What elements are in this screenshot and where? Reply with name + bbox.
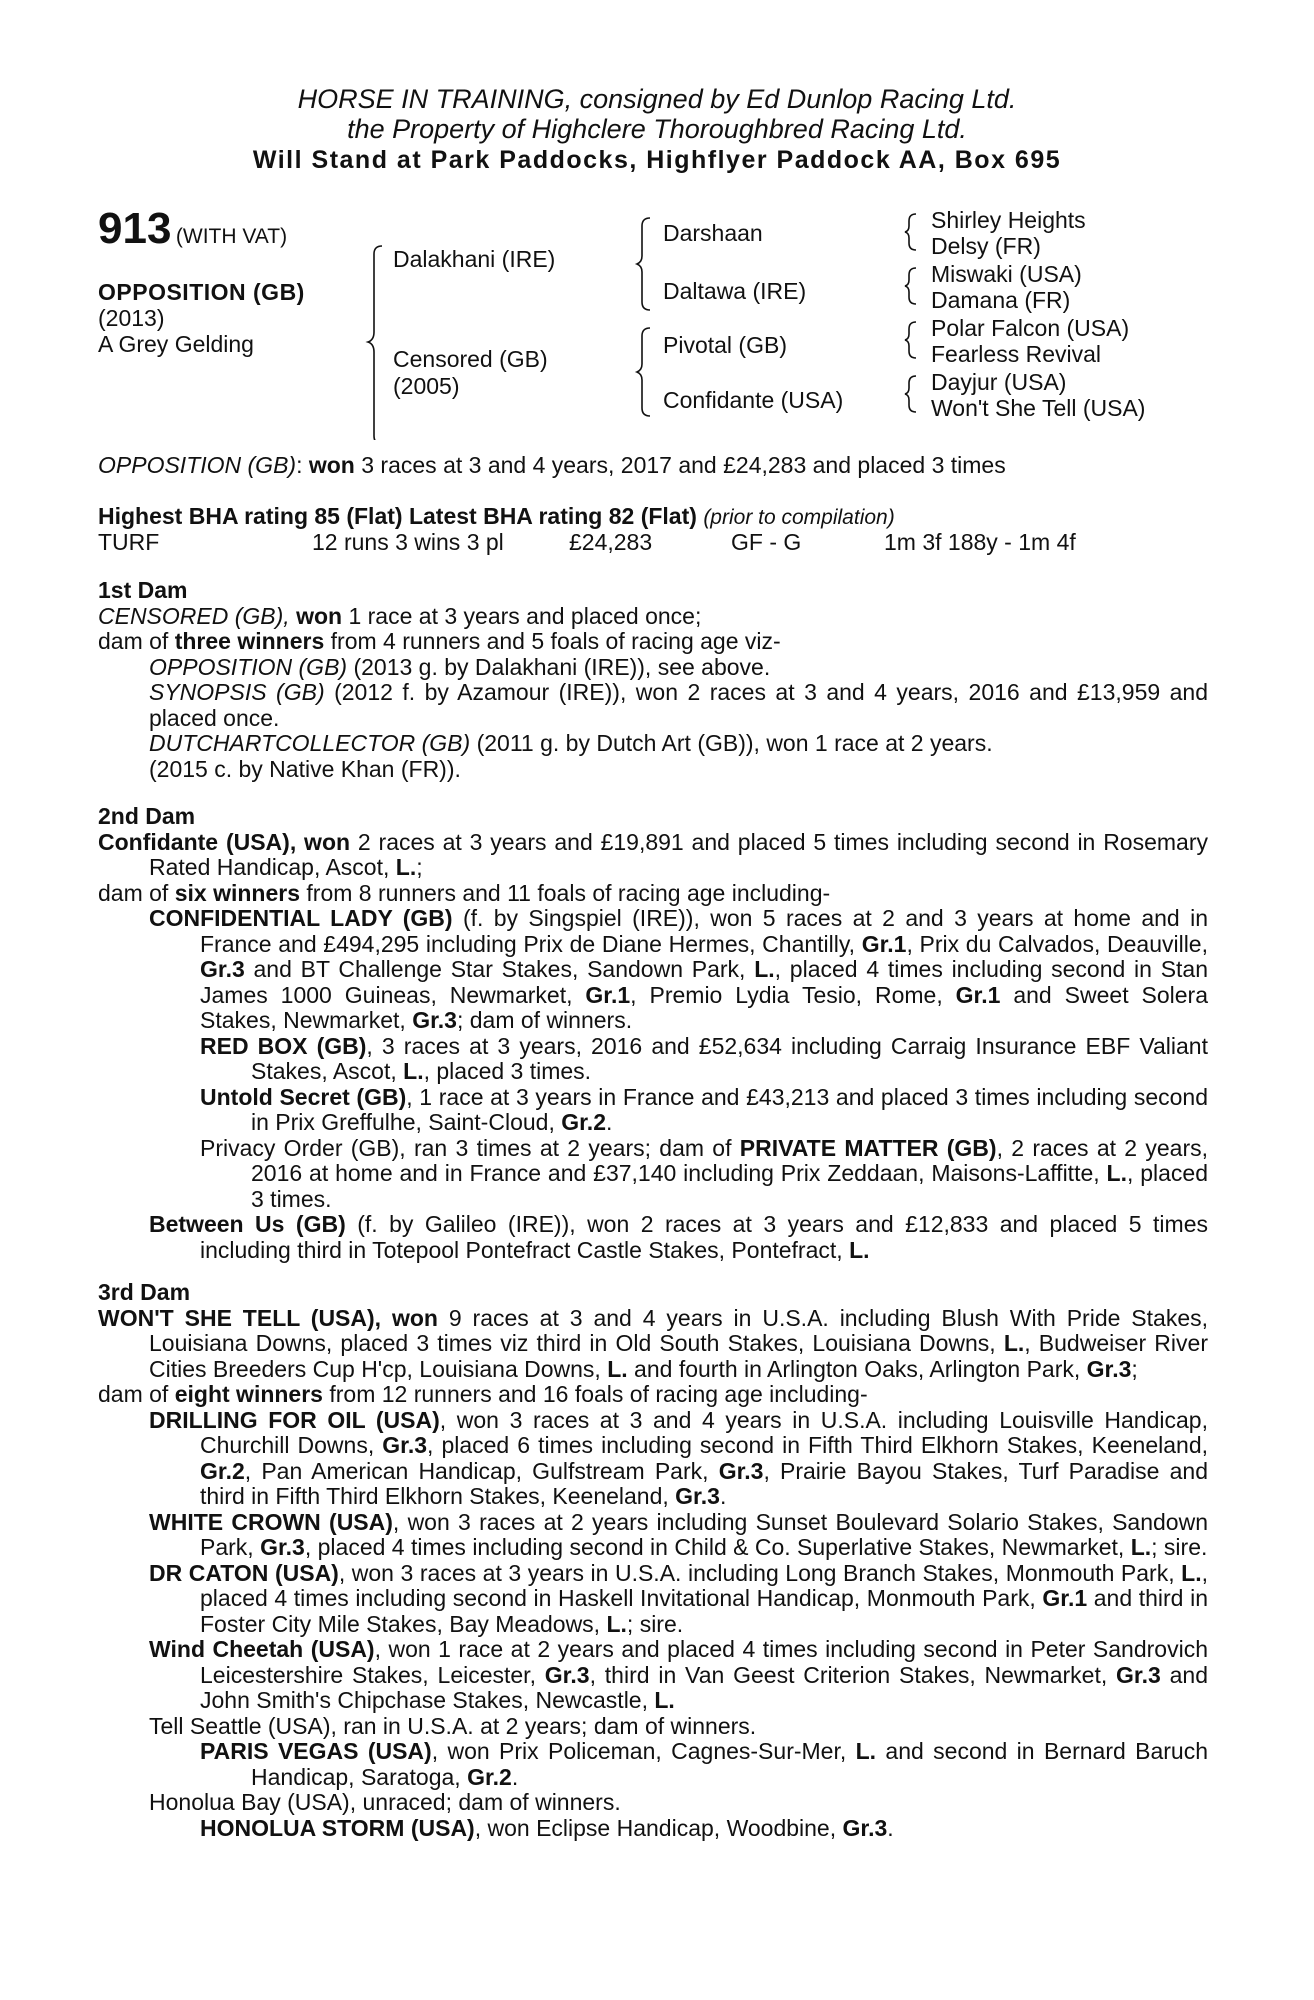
second-dam-section: 2nd Dam Confidante (USA), won 2 races at 3 years and £19,891 and placed 5 times including second in Rosemary Rated Handicap, Ascot, L.; dam of six winners from 8 runners and 11 foals of racing age including- CONFIDENTIAL LADY (GB) (f. by Singspiel (IRE)), won 5 races at 2 and 3 years at home and in France and £494,295 including Prix de Diane Hermes, Chantilly, Gr.1, Prix du Calvados, Deauville, Gr.3 and BT Challenge Star Stakes, Sandown Park, L., placed 4 times including second in Stan James 1000 Guineas, Newmarket, Gr.1, Premio Lydia Tesio, Rome, Gr.1 and Sweet Solera Stakes, Newmarket, Gr.3; dam of winners. RED BOX (GB), 3 races at 3 years, 2016 and £52,634 including Carraig Insurance EBF Valiant Stakes, Ascot, L., placed 3 times. Untold Secret (GB), 1 race at 3 years in France and £43,213 and placed 3 times including second in Prix Greffulhe, Saint-Cloud, Gr.2. Privacy Order (GB), ran 3 times at 2 years; dam of PRIVATE MATTER (GB), 2 races at 2 years, 2016 at home and in France and £37,140 including Prix Zeddaan, Maisons-Laffitte, L., placed 3 times. Between Us (GB) (f. by Galileo (IRE)), won 2 races at 3 years and £12,833 and placed 5 times including third in Totepool Pontefract Castle Stakes, Pontefract, L. — [98, 803, 1209, 1263]
header-line-property: the Property of Highclere Thoroughbred Racing Ltd. — [347, 114, 967, 144]
third-dam-section: 3rd Dam WON'T SHE TELL (USA), won 9 races at 3 and 4 years in U.S.A. including Blush With Pride Stakes, Louisiana Downs, placed 3 times viz third in Old South Stakes, Louisiana Downs, L., Budweiser River Cities Breeders Cup H'cp, Louisiana Downs, L. and fourth in Arlington Oaks, Arlington Park, Gr.3; dam of eight winners from 12 runners and 16 foals of racing age including- DRILLING FOR OIL (USA), won 3 races at 3 and 4 years in U.S.A. including Louisville Handicap, Churchill Downs, Gr.3, placed 6 times including second in Fifth Third Elkhorn Stakes, Keeneland, Gr.2, Pan American Handicap, Gulfstream Park, Gr.3, Prairie Bayou Stakes, Turf Paradise and third in Fifth Third Elkhorn Stakes, Keeneland, Gr.3. WHITE CROWN (USA), won 3 races at 2 years including Sunset Boulevard Solario Stakes, Sandown Park, Gr.3, placed 4 times including second in Child & Co. Superlative Stakes, Newmarket, L.; sire. DR CATON (USA), won 3 races at 3 years in U.S.A. including Long Branch Stakes, Monmouth Park, L., placed 4 times including second in Haskell Invitational Handicap, Monmouth Park, Gr.1 and third in Foster City Mile Stakes, Bay Meadows, L.; sire. Wind Cheetah (USA), won 1 race at 2 years and placed 4 times including second in Peter Sandrovich Leicestershire Stakes, Leicester, Gr.3, third in Van Geest Criterion Stakes, Newmarket, Gr.3 and John Smith's Chipchase Stakes, Newcastle, L. Tell Seattle (USA), ran in U.S.A. at 2 years; dam of winners. PARIS VEGAS (USA), won Prix Policeman, Cagnes-Sur-Mer, L. and second in Bernard Baruch Handicap, Saratoga, Gr.2. Honolua Bay (USA), unraced; dam of winners. HONOLUA STORM (USA), won Eclipse Handicap, Woodbine, Gr.3. — [98, 1279, 1209, 1841]
third-dam-heading: 3rd Dam — [98, 1279, 191, 1305]
turf-going: GF - G — [731, 529, 802, 555]
produce-wind-cheetah: Wind Cheetah (USA), won 1 race at 2 years and placed 4 times including second in Peter Sandrovich Leicestershire Stakes, Leicester, Gr.3, third in Van Geest Criterion Stakes, Newmarket, Gr.3 and John Smith's Chipchase Stakes, Newcastle, L. — [149, 1636, 1209, 1713]
produce-red-box: RED BOX (GB), 3 races at 3 years, 2016 and £52,634 including Carraig Insurance EBF Valiant Stakes, Ascot, L., placed 3 times. — [200, 1032, 1208, 1084]
race-summary: OPPOSITION (GB): won 3 races at 3 and 4 years, 2017 and £24,283 and placed 3 times — [98, 452, 1006, 478]
horse-description: A Grey Gelding — [98, 331, 254, 357]
pedigree-g8: Won't She Tell (USA) — [931, 395, 1146, 421]
vat-note: (WITH VAT) — [175, 225, 288, 248]
dam-brace — [637, 328, 650, 416]
ratings-note: (prior to compilation) — [703, 506, 895, 529]
produce-paris-vegas: PARIS VEGAS (USA), won Prix Policeman, Cagnes-Sur-Mer, L. and second in Bernard Baruch Handicap, Saratoga, Gr.2. — [200, 1738, 1208, 1790]
turf-runs: 12 runs 3 wins 3 pl — [312, 529, 504, 555]
produce-privacy-order: Privacy Order (GB), ran 3 times at 2 years; dam of PRIVATE MATTER (GB), 2 races at 2 years, 2016 at home and in France and £37,140 including Prix Zeddaan, Maisons-Laffitte, L., placed 3 times. — [200, 1134, 1209, 1212]
pedigree-brackets — [0, 0, 1314, 440]
sire-brace — [637, 218, 650, 310]
pedigree-dam-year: (2005) — [393, 373, 460, 399]
produce-tell-seattle: Tell Seattle (USA), ran in U.S.A. at 2 years; dam of winners. — [149, 1712, 757, 1739]
lot-number: 913 — [98, 204, 172, 253]
turf-prize: £24,283 — [569, 529, 653, 555]
pedigree-sire-sire: Darshaan — [663, 220, 763, 246]
turf-distance: 1m 3f 188y - 1m 4f — [884, 529, 1076, 555]
produce-drilling-for-oil: DRILLING FOR OIL (USA), won 3 races at 3 and 4 years in U.S.A. including Louisville Handicap, Churchill Downs, Gr.3, placed 6 times including second in Fifth Third Elkhorn Stakes, Keeneland, Gr.2, Pan American Handicap, Gulfstream Park, Gr.3, Prairie Bayou Stakes, Turf Paradise and third in Fifth Third Elkhorn Stakes, Keeneland, Gr.3. — [149, 1406, 1208, 1509]
pedigree-g7: Dayjur (USA) — [931, 369, 1067, 395]
header-line-consignor: HORSE IN TRAINING, consigned by Ed Dunlop Racing Ltd. — [297, 84, 1017, 114]
summary-horse: OPPOSITION (GB) — [98, 452, 297, 478]
first-dam-name: CENSORED (GB), — [98, 602, 290, 629]
pedigree-g3: Miswaki (USA) — [931, 261, 1082, 287]
main-brace — [368, 246, 382, 440]
pedigree-sire: Dalakhani (IRE) — [393, 246, 556, 272]
produce-untold-secret: Untold Secret (GB), 1 race at 3 years in France and £43,213 and placed 3 times including second in Prix Greffulhe, Saint-Cloud, Gr.2. — [200, 1083, 1209, 1135]
produce-synopsis: SYNOPSIS (GB) (2012 f. by Azamour (IRE)), won 2 races at 3 and 4 years, 2016 and £13,959 and placed once. — [149, 679, 1208, 731]
produce-confidential-lady: CONFIDENTIAL LADY (GB) (f. by Singspiel (IRE)), won 5 races at 2 and 3 years at home and in France and £494,295 including Prix de Diane Hermes, Chantilly, Gr.1, Prix du Calvados, Deauville, Gr.3 and BT Challenge Star Stakes, Sandown Park, L., placed 4 times including second in Stan James 1000 Guineas, Newmarket, Gr.1, Premio Lydia Tesio, Rome, Gr.1 and Sweet Solera Stakes, Newmarket, Gr.3; dam of winners. — [149, 905, 1209, 1033]
pedigree-g1: Shirley Heights — [931, 207, 1086, 233]
pedigree-dam: Censored (GB) — [393, 346, 548, 372]
pedigree-sire-dam: Daltawa (IRE) — [663, 278, 807, 304]
first-dam-heading: 1st Dam — [98, 577, 188, 603]
produce-2015-colt: (2015 c. by Native Khan (FR)). — [149, 755, 461, 782]
produce-opposition: OPPOSITION (GB) (2013 g. by Dalakhani (IRE)), see above. — [149, 653, 771, 680]
pedigree-g6: Fearless Revival — [931, 341, 1101, 367]
ratings-text: Highest BHA rating 85 (Flat) Latest BHA rating 82 (Flat) — [98, 503, 697, 529]
second-dam-record: Confidante (USA), won 2 races at 3 years and £19,891 and placed 5 times including second in Rosemary Rated Handicap, Ascot, L.; — [98, 828, 1208, 880]
third-dam-record: WON'T SHE TELL (USA), won 9 races at 3 and 4 years in U.S.A. including Blush With Pride Stakes, Louisiana Downs, placed 3 times viz third in Old South Stakes, Louisiana Downs, L., Budweiser River Cities Breeders Cup H'cp, Louisiana Downs, L. and fourth in Arlington Oaks, Arlington Park, Gr.3; — [98, 1304, 1208, 1382]
produce-dutchartcollector: DUTCHARTCOLLECTOR (GB) (2011 g. by Dutch Art (GB)), won 1 race at 2 years. — [149, 730, 993, 756]
pedigree-g5: Polar Falcon (USA) — [931, 315, 1130, 341]
first-dam-section: 1st Dam CENSORED (GB), won 1 race at 3 years and placed once; dam of three winners from 4 runners and 5 foals of racing age viz- OPPOSITION (GB) (2013 g. by Dalakhani (IRE)), see above. SYNOPSIS (GB) (2012 f. by Azamour (IRE)), won 2 races at 3 and 4 years, 2016 and £13,959 and placed once. DUTCHARTCOLLECTOR (GB) (2011 g. by Dutch Art (GB)), won 1 race at 2 years. (2015 c. by Native Khan (FR)). — [98, 577, 1208, 782]
produce-honolua-storm: HONOLUA STORM (USA), won Eclipse Handicap, Woodbine, Gr.3. — [200, 1814, 894, 1841]
second-dam-heading: 2nd Dam — [98, 803, 196, 829]
produce-dr-caton: DR CATON (USA), won 3 races at 3 years in U.S.A. including Long Branch Stakes, Monmouth Park, L., placed 4 times including second in Haskell Invitational Handicap, Monmouth Park, Gr.1 and third in Foster City Mile Stakes, Bay Meadows, L.; sire. — [149, 1559, 1208, 1637]
pedigree-dam-sire: Pivotal (GB) — [663, 332, 787, 358]
ratings-line — [98, 503, 895, 531]
pedigree-g4: Damana (FR) — [931, 287, 1071, 313]
summary-won: won — [308, 452, 355, 478]
produce-white-crown: WHITE CROWN (USA), won 3 races at 2 years including Sunset Boulevard Solario Stakes, Sandown Park, Gr.3, placed 4 times including second in Child & Co. Superlative Stakes, Newmarket, L.; sire. — [149, 1508, 1208, 1560]
summary-text: 3 races at 3 and 4 years, 2017 and £24,283 and placed 3 times — [354, 452, 1006, 478]
turf-record-row — [0, 529, 1314, 555]
pedigree-dam-dam: Confidante (USA) — [663, 387, 844, 413]
turf-label: TURF — [98, 529, 160, 555]
pedigree-g2: Delsy (FR) — [931, 233, 1041, 259]
horse-name: OPPOSITION (GB) — [98, 279, 305, 305]
header-line-location: Will Stand at Park Paddocks, Highflyer Paddock AA, Box 695 — [252, 146, 1062, 174]
produce-honolua-bay: Honolua Bay (USA), unraced; dam of winners. — [149, 1789, 621, 1815]
produce-between-us: Between Us (GB) (f. by Galileo (IRE)), won 2 races at 3 years and £12,833 and placed 5 times including third in Totepool Pontefract Castle Stakes, Pontefract, L. — [149, 1211, 1208, 1263]
horse-year: (2013) — [98, 305, 165, 331]
